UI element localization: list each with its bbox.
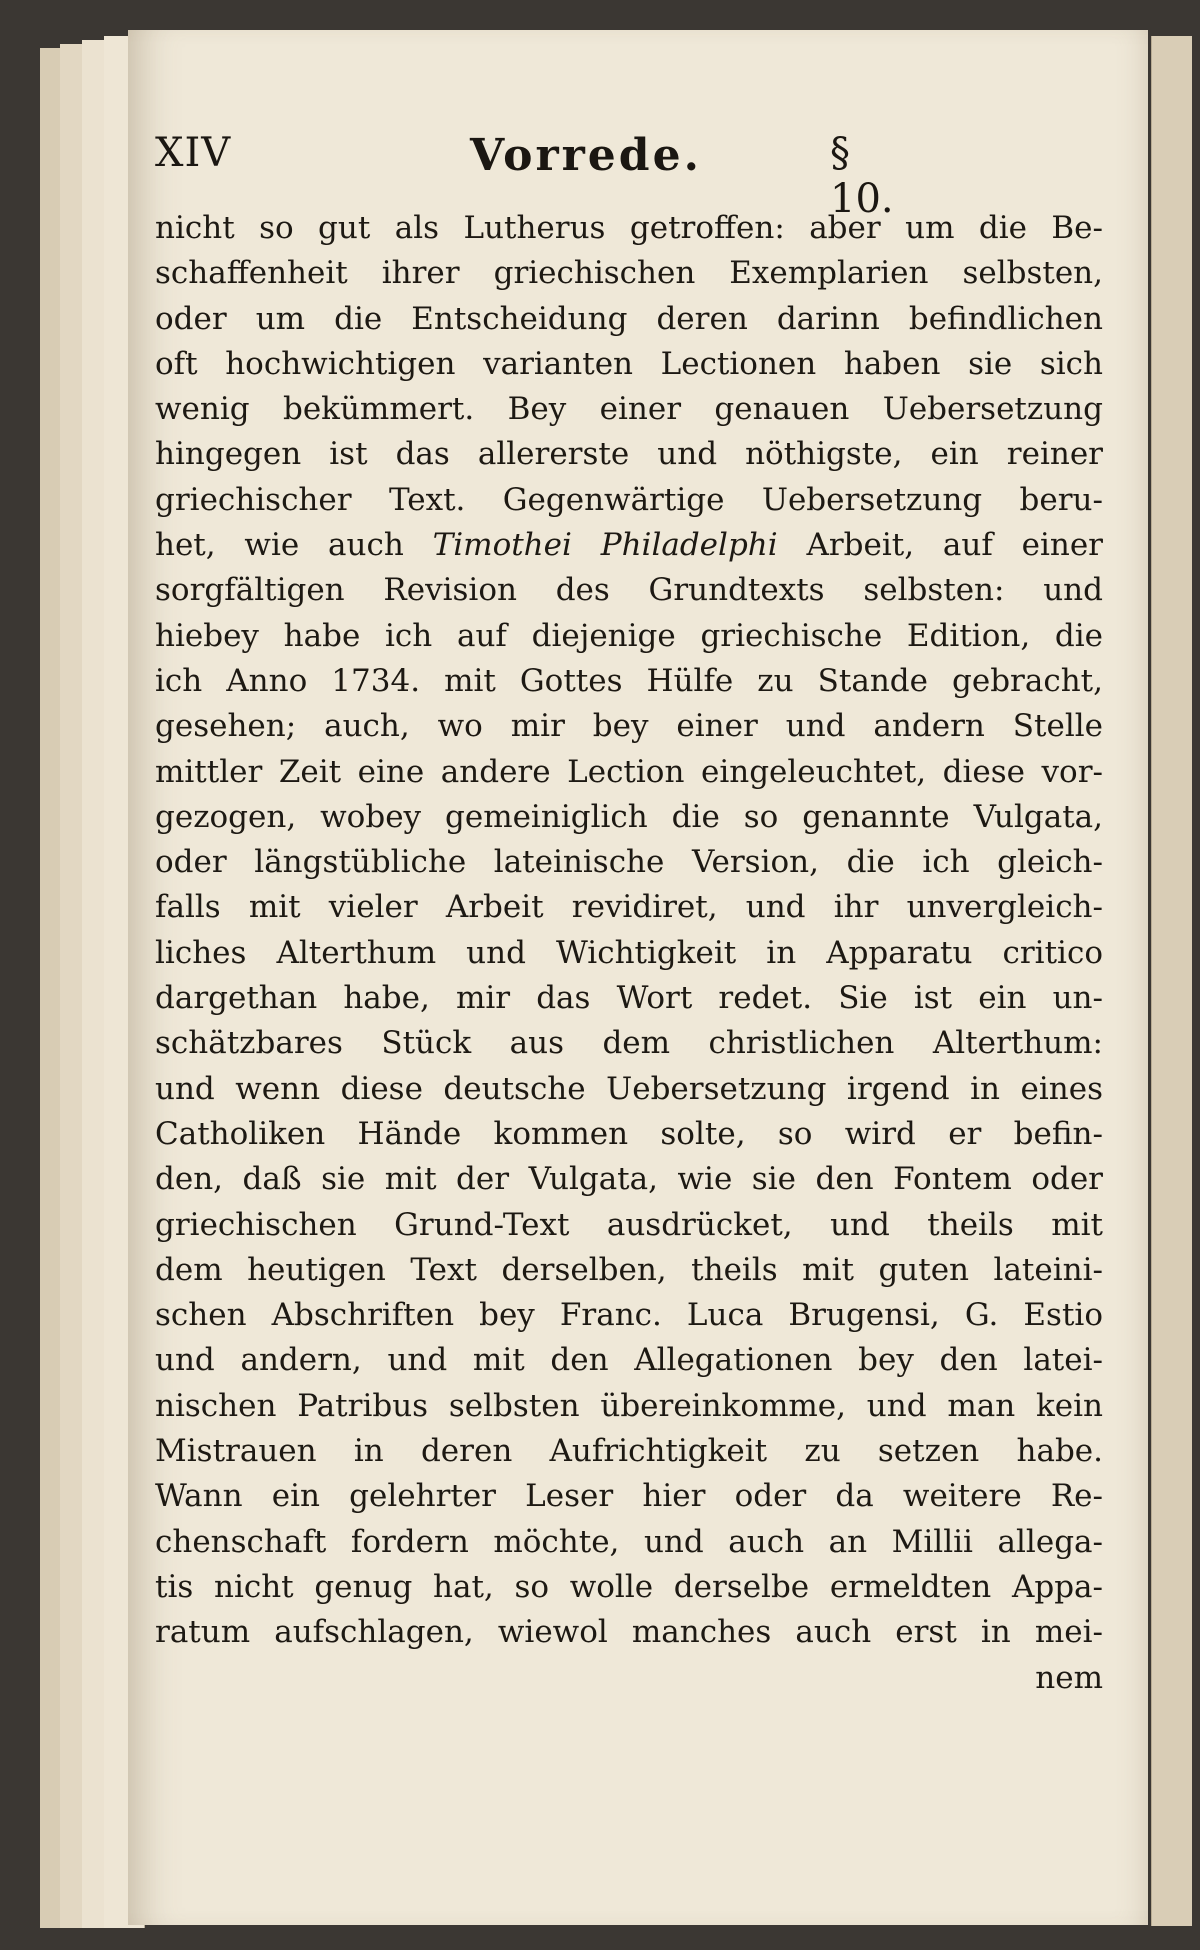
text-line: gesehen; auch, wo mir bey einer und andern Stelle	[155, 708, 1103, 745]
text-line: dargethan habe, mir das Wort redet. Sie ist ein un-	[155, 980, 1103, 1017]
text-line: gezogen, wobey gemeiniglich die so genannte Vulgata,	[155, 798, 1103, 835]
text-line: mittler Zeit eine andere Lection eingeleuchtet, diese vor-	[155, 753, 1103, 790]
text-line: ratum aufschlagen, wiewol manches auch erst in mei-	[155, 1614, 1103, 1651]
text-line: oder um die Entscheidung deren darinn befindlichen	[155, 300, 1103, 337]
catchword: nem	[1035, 1659, 1103, 1696]
page-edge-right	[1151, 36, 1192, 1926]
text-line: nischen Patribus selbsten übereinkomme, und man kein	[155, 1387, 1103, 1424]
text-line: den, daß sie mit der Vulgata, wie sie den Fontem oder	[155, 1161, 1103, 1198]
section-number: § 10.	[830, 130, 894, 222]
text-line: dem heutigen Text derselben, theils mit guten lateini-	[155, 1251, 1103, 1288]
text-line: schaffenheit ihrer griechischen Exemplarien selbsten,	[155, 255, 1103, 292]
text-line: liches Alterthum und Wichtigkeit in Apparatu critico	[155, 934, 1103, 971]
text-line: nicht so gut als Lutherus getroffen: aber um die Be-	[155, 210, 1103, 246]
text-line: Catholiken Hände kommen solte, so wird er befin-	[155, 1115, 1103, 1152]
text-line: chenschaft fordern möchte, und auch an Millii allega-	[155, 1523, 1103, 1560]
text-line: Wann ein gelehrter Leser hier oder da weitere Re-	[155, 1478, 1103, 1515]
text-line: griechischer Text. Gegenwärtige Uebersetzung beru-	[155, 481, 1103, 518]
folio-number: XIV	[155, 130, 232, 176]
text-line: oft hochwichtigen varianten Lectionen haben sie sich	[155, 345, 1103, 382]
running-title: Vorrede.	[470, 130, 702, 181]
text-line: und andern, und mit den Allegationen bey den latei-	[155, 1342, 1103, 1379]
text-line: griechischen Grund-Text ausdrücket, und theils mit	[155, 1206, 1103, 1243]
text-line: tis nicht genug hat, so wolle derselbe ermeldten Appa-	[155, 1568, 1103, 1605]
text-line: falls mit vieler Arbeit revidiret, und ihr unvergleich-	[155, 889, 1103, 926]
body-text	[155, 206, 1115, 1701]
text-line: hiebey habe ich auf diejenige griechische Edition, die	[155, 617, 1103, 654]
text-line: het, wie auch Timothei Philadelphi Arbeit, auf einer	[155, 527, 1103, 564]
page-header	[155, 130, 925, 222]
text-line: schen Abschriften bey Franc. Luca Brugensi, G. Estio	[155, 1297, 1103, 1334]
italic-name: Timothei Philadelphi	[432, 527, 778, 564]
text-line: sorgfältigen Revision des Grundtexts selbsten: und	[155, 572, 1103, 609]
text-line: Mistrauen in deren Aufrichtigkeit zu setzen habe.	[155, 1433, 1103, 1470]
text-line: oder längstübliche lateinische Version, die ich gleich-	[155, 844, 1103, 881]
text-line: wenig bekümmert. Bey einer genauen Uebersetzung	[155, 391, 1103, 428]
text-line: und wenn diese deutsche Uebersetzung irgend in eines	[155, 1070, 1103, 1107]
text-line: ich Anno 1734. mit Gottes Hülfe zu Stande gebracht,	[155, 662, 1103, 699]
text-line: hingegen ist das allererste und nöthigste, ein reiner	[155, 436, 1103, 473]
text-line: schätzbares Stück aus dem christlichen Alterthum:	[155, 1025, 1103, 1062]
